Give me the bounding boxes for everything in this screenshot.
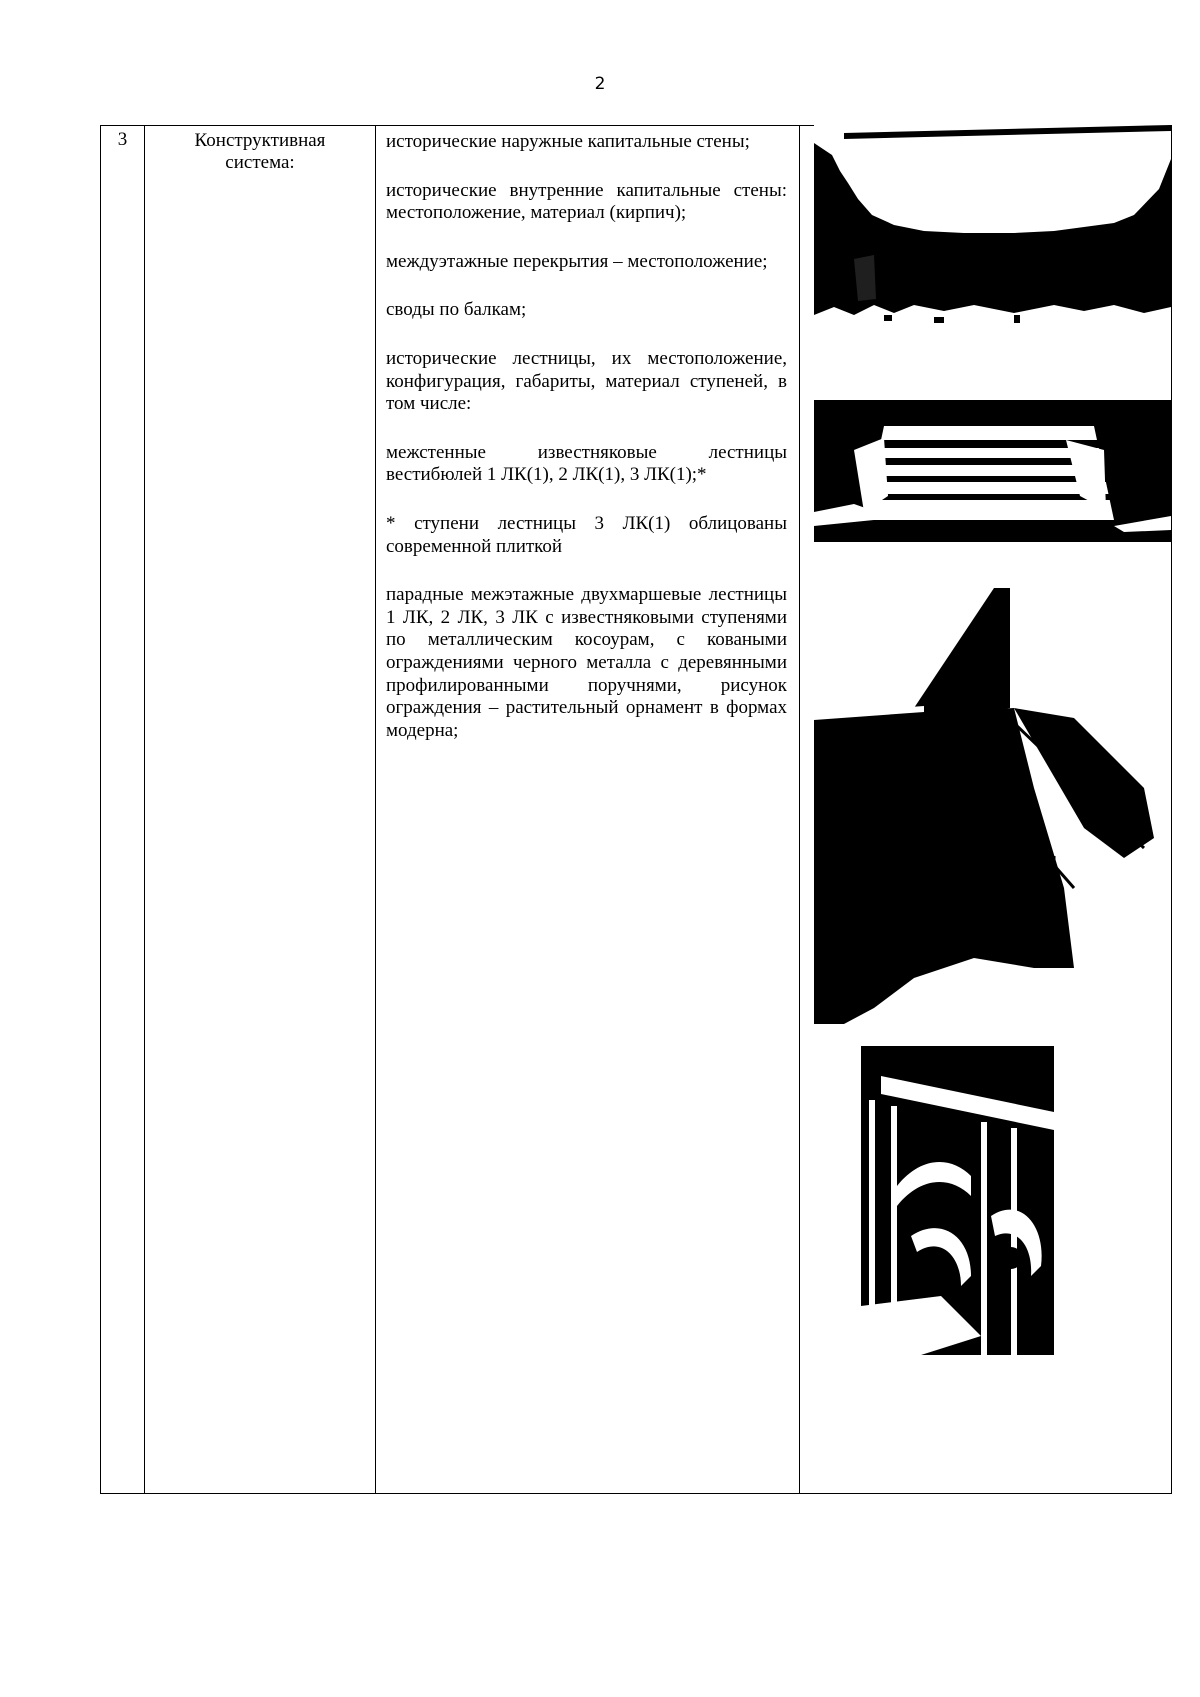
row-title-line: система: [225, 152, 295, 173]
row-title [145, 126, 376, 1494]
paragraph-vestibule-stairs: межстенные известняковые лестницы вестибюлей 1 ЛК(1), 2 ЛК(1), 3 ЛК(1);* [386, 441, 787, 486]
paragraph-main-stairs: парадные межэтажные двухмаршевые лестницы 1 ЛК, 2 ЛК, 3 ЛК с известняковыми ступенями по металлическим косоурам, с коваными ограждениями черного металла с деревянными профилированными поручнями, рисунок ограждения – растительный орнамент в формах модерна; [386, 584, 787, 741]
vault-photo [814, 119, 1171, 331]
paragraph-vaults: своды по балкам; [386, 299, 527, 321]
vestibule-stairs-photo [814, 400, 1171, 542]
table-row [101, 126, 1172, 1494]
railing-ornament-photo [861, 1046, 1054, 1355]
paragraph-footnote: * ступени лестницы 3 ЛК(1) облицованы современной плиткой [386, 512, 787, 557]
paragraph-floors: междуэтажные перекрытия – местоположение; [386, 250, 768, 272]
two-flight-staircase-photo [814, 588, 1171, 1024]
element-table [100, 125, 1172, 1494]
paragraph-stairs: исторические лестницы, их местоположение, конфигурация, габариты, материал ступеней, в том числе: [386, 347, 787, 415]
row-title-line: Конструктивная [194, 130, 326, 151]
photos-cell [800, 126, 1172, 1494]
description-cell [376, 126, 800, 1494]
row-number: 3 [101, 126, 145, 1494]
paragraph-inner-walls: исторические внутренние капитальные стены: местоположение, материал (кирпич); [386, 179, 787, 224]
paragraph-outer-walls: исторические наружные капитальные стены; [386, 131, 750, 152]
page-number: 2 [594, 74, 606, 94]
